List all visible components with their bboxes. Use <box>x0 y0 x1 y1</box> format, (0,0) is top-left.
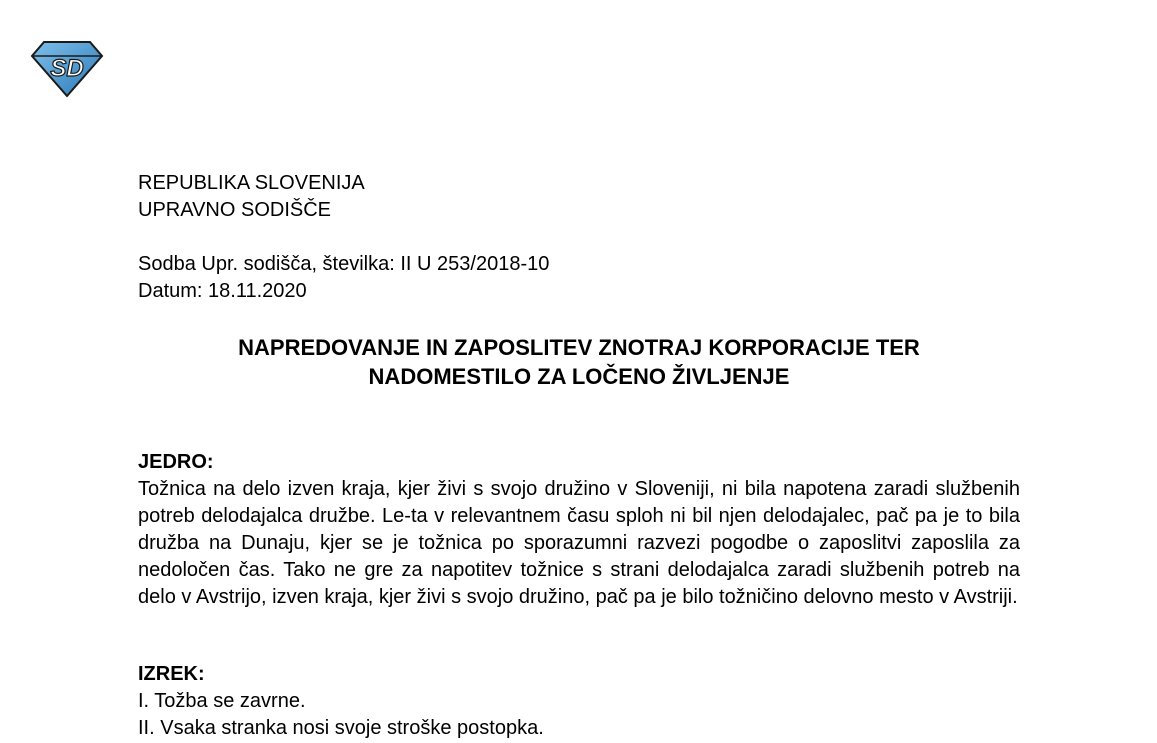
izrek-section <box>138 661 1020 742</box>
sd-diamond-logo-icon <box>30 40 104 98</box>
decision-date: Datum: 18.11.2020 <box>138 280 307 302</box>
court-header <box>138 170 365 224</box>
izrek-label: IZREK: <box>138 663 205 685</box>
izrek-item-2: II. Vsaka stranka nosi svoje stroške postopka. <box>138 717 544 739</box>
logo-text: SD <box>50 55 84 82</box>
title-line-2: NADOMESTILO ZA LOČENO ŽIVLJENJE <box>368 364 790 389</box>
jedro-label: JEDRO: <box>138 451 214 473</box>
case-number: Sodba Upr. sodišča, številka: II U 253/2018-10 <box>138 253 550 275</box>
title-line-1: NAPREDOVANJE IN ZAPOSLITEV ZNOTRAJ KORPORACIJE TER <box>238 335 920 360</box>
country-name: REPUBLIKA SLOVENIJA <box>138 172 365 194</box>
court-name: UPRAVNO SODIŠČE <box>138 199 331 221</box>
jedro-section <box>138 449 1020 611</box>
jedro-text: Tožnica na delo izven kraja, kjer živi s svojo družino v Sloveniji, ni bila napotena zaradi službenih potreb delodajalca družbe. Le-ta v relevantnem času sploh ni bil njen delodajalec, pač pa je to bila družba na Dunaju, kjer se je tožnica po sporazumni razvezi pogodbe o zaposlitvi zaposlila za nedoločen čas. Tako ne gre za napotitev tožnice s strani delodajalca zaradi službenih potreb na delo v Avstrijo, izven kraja, kjer živi s svojo družino, pač pa je bilo tožničino delovno mesto v Avstriji. <box>138 478 1020 608</box>
case-meta <box>138 251 549 305</box>
izrek-item-1: I. Tožba se zavrne. <box>138 690 306 712</box>
document-title <box>138 333 1020 391</box>
